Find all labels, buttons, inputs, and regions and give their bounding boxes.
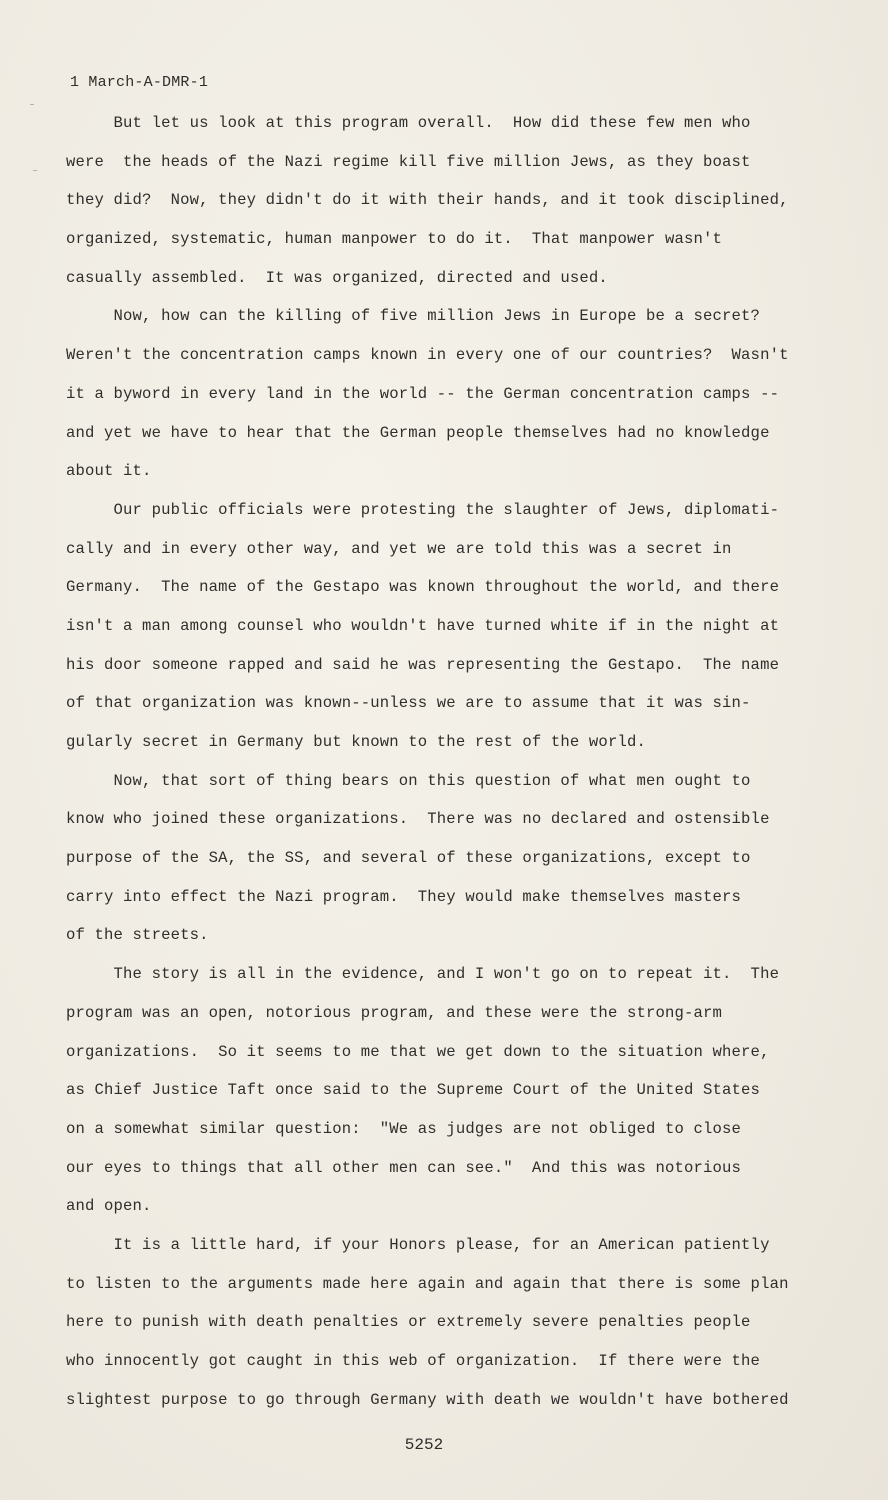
text-line: Now, that sort of thing bears on this question of what men ought to [66, 771, 751, 790]
text-line: slightest purpose to go through Germany with death we wouldn't have bothered [66, 1390, 789, 1409]
text-line: his door someone rapped and said he was representing the Gestapo. The name [66, 655, 780, 674]
text-line: on a somewhat similar question: "We as judges are not obliged to close [66, 1119, 742, 1138]
text-line: Weren't the concentration camps known in every one of our countries? Wasn't [66, 346, 789, 365]
text-line: casually assembled. It was organized, directed and used. [66, 268, 608, 287]
text-line: and yet we have to hear that the German people themselves had no knowledge [66, 423, 770, 442]
text-line: gularly secret in Germany but known to the rest of the world. [66, 733, 646, 751]
text-line: know who joined these organizations. There was no declared and ostensible [66, 810, 770, 829]
text-line: isn't a man among counsel who wouldn't have turned white if in the night at [66, 616, 780, 635]
text-line: they did? Now, they didn't do it with their hands, and it took disciplined, [66, 191, 789, 210]
text-line: program was an open, notorious program, and these were the strong-arm [66, 1003, 723, 1022]
page-number: 5252 [404, 1436, 444, 1454]
text-line: organized, systematic, human manpower to do it. That manpower wasn't [66, 230, 723, 249]
text-line: to listen to the arguments made here again and again that there is some plan [66, 1274, 789, 1293]
text-line: our eyes to things that all other men can see." And this was notorious [66, 1158, 742, 1177]
text-line: Our public officials were protesting the slaughter of Jews, diplomati- [66, 500, 780, 519]
document-header: 1 March-A-DMR-1 [70, 74, 209, 91]
text-line: It is a little hard, if your Honors please, for an American patiently [66, 1235, 770, 1254]
text-line: as Chief Justice Taft once said to the Supreme Court of the United States [66, 1081, 761, 1100]
text-line: But let us look at this program overall. How did these few men who [66, 114, 751, 132]
text-line: of that organization was known--unless we are to assume that it was sin- [66, 694, 751, 713]
text-line: who innocently got caught in this web of organization. If there were the [66, 1352, 761, 1370]
text-line: Now, how can the killing of five million Jews in Europe be a secret? [66, 307, 761, 326]
margin-tick [33, 170, 37, 171]
text-line: Germany. The name of the Gestapo was known throughout the world, and there [66, 578, 780, 597]
text-line: purpose of the SA, the SS, and several of these organizations, except to [66, 849, 751, 868]
text-line: about it. [66, 462, 152, 481]
text-line: carry into effect the Nazi program. They would make themselves masters [66, 887, 742, 906]
text-line: here to punish with death penalties or extremely severe penalties people [66, 1313, 751, 1332]
text-line: The story is all in the evidence, and I won't go on to repeat it. The [66, 965, 780, 984]
text-line: cally and in every other way, and yet we are told this was a secret in [66, 539, 732, 558]
text-line: were the heads of the Nazi regime kill five million Jews, as they boast [66, 152, 751, 171]
text-line: it a byword in every land in the world -- the German concentration camps -- [66, 384, 780, 403]
text-line: of the streets. [66, 926, 209, 945]
margin-tick [30, 104, 34, 105]
document-body [66, 104, 826, 1419]
text-line: and open. [66, 1197, 152, 1216]
text-line: organizations. So it seems to me that we get down to the situation where, [66, 1042, 770, 1061]
